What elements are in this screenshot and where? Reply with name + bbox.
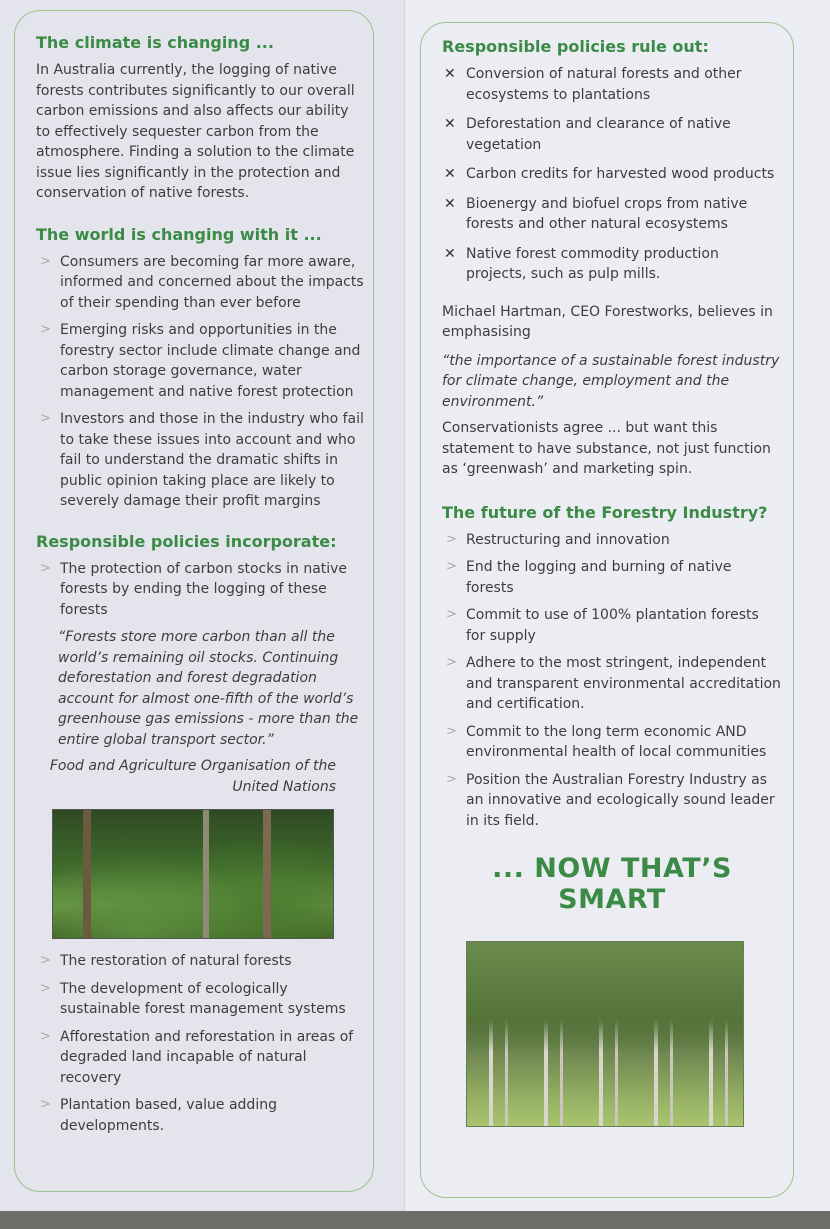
rule-out-heading: Responsible policies rule out: <box>442 37 709 56</box>
world-heading: The world is changing with it ... <box>36 224 322 244</box>
list-item: ✕ Carbon credits for harvested wood products <box>442 164 782 185</box>
future-list <box>442 530 782 832</box>
list-item: > Restructuring and innovation <box>442 530 782 551</box>
list-item: > Plantation based, value adding developments. <box>40 1097 277 1134</box>
forest-photo <box>52 809 334 939</box>
incorporate-more-list <box>36 951 366 1136</box>
left-column <box>36 32 366 1143</box>
list-item: > Consumers are becoming far more aware, informed and concerned about the impacts of their spending than ever before <box>40 253 364 311</box>
list-item: > Investors and those in the industry who fail to take these issues into account and who fail to understand the dramatic shifts in public opinion taking place are likely to severely damage their profit margins <box>40 411 364 509</box>
list-item: > Emerging risks and opportunities in the forestry sector include climate change and carbon storage governance, water management and native forest protection <box>40 322 361 400</box>
list-item: > Commit to the long term economic AND environmental health of local communities <box>446 723 767 760</box>
list-item: ✕ Deforestation and clearance of native vegetation <box>444 116 731 153</box>
incorporate-list <box>36 559 366 621</box>
chevron-right-icon: > <box>446 655 457 670</box>
list-item: > The development of ecologically sustainable forest management systems <box>40 980 346 1017</box>
right-column <box>442 36 782 1127</box>
list-item: > Adhere to the most stringent, independent and transparent environmental accreditation and certification. <box>446 655 781 712</box>
world-list <box>36 252 366 512</box>
now-thats-smart-tagline: ... NOW THAT’S SMART <box>492 853 732 915</box>
conservationists-text: Conservationists agree ... but want this statement to have substance, not just function as ‘greenwash’ and marketing spin. <box>442 420 771 477</box>
x-mark-icon: ✕ <box>444 166 456 182</box>
fao-attribution: Food and Agriculture Organisation of the United Nations <box>49 758 336 795</box>
table-surface <box>0 1211 830 1229</box>
x-mark-icon: ✕ <box>444 66 456 82</box>
list-item: > End the logging and burning of native forests <box>446 559 732 596</box>
climate-paragraph: In Australia currently, the logging of native forests contributes significantly to our overall carbon emissions and also affects our ability to effectively sequester carbon from the atmosphere. Finding a solution to the climate issue lies significantly in the protection and conservation of native forests. <box>36 62 355 201</box>
chevron-right-icon: > <box>40 980 51 996</box>
chevron-right-icon: > <box>40 1028 51 1044</box>
list-item: ✕ Bioenergy and biofuel crops from native forests and other natural ecosystems <box>444 195 748 232</box>
chevron-right-icon: > <box>446 771 457 787</box>
list-item: > Afforestation and reforestation in areas of degraded land incapable of natural recovery <box>40 1028 354 1086</box>
climate-heading: The climate is changing ... <box>36 33 274 52</box>
list-item: > Position the Australian Forestry Industry as an innovative and ecologically sound leader in its field. <box>446 771 775 829</box>
plantation-photo <box>466 941 744 1127</box>
chevron-right-icon: > <box>446 723 457 739</box>
list-item: > The protection of carbon stocks in native forests by ending the logging of these forests <box>40 560 348 618</box>
x-mark-icon: ✕ <box>444 245 456 262</box>
future-heading: The future of the Forestry Industry? <box>442 502 768 522</box>
chevron-right-icon: > <box>40 1097 51 1112</box>
incorporate-heading: Responsible policies incorporate: <box>36 531 337 551</box>
chevron-right-icon: > <box>40 253 51 269</box>
list-item: > Commit to use of 100% plantation forests for supply <box>446 607 759 644</box>
rule-out-list <box>442 64 782 285</box>
chevron-right-icon: > <box>446 559 457 574</box>
hartman-text: Michael Hartman, CEO Forestworks, believes in emphasising <box>442 303 773 340</box>
chevron-right-icon: > <box>446 607 457 622</box>
chevron-right-icon: > <box>40 322 51 337</box>
chevron-right-icon: > <box>40 560 51 576</box>
x-mark-icon: ✕ <box>444 116 456 132</box>
x-mark-icon: ✕ <box>444 195 456 212</box>
chevron-right-icon: > <box>446 531 457 547</box>
list-item: > The restoration of natural forests <box>36 951 366 972</box>
hartman-quote: “the importance of a sustainable forest industry for climate change, employment and the environment.” <box>442 352 780 410</box>
chevron-right-icon: > <box>40 411 51 426</box>
list-item: ✕ Conversion of natural forests and other ecosystems to plantations <box>444 66 742 103</box>
list-item: ✕ Native forest commodity production projects, such as pulp mills. <box>444 245 719 282</box>
fao-quote: “Forests store more carbon than all the world’s remaining oil stocks. Continuing deforestation and forest degradation account for almost one-fifth of the world’s greenhouse gas emissions - more than the entire global transport sector.” <box>58 629 359 748</box>
chevron-right-icon: > <box>40 953 51 968</box>
